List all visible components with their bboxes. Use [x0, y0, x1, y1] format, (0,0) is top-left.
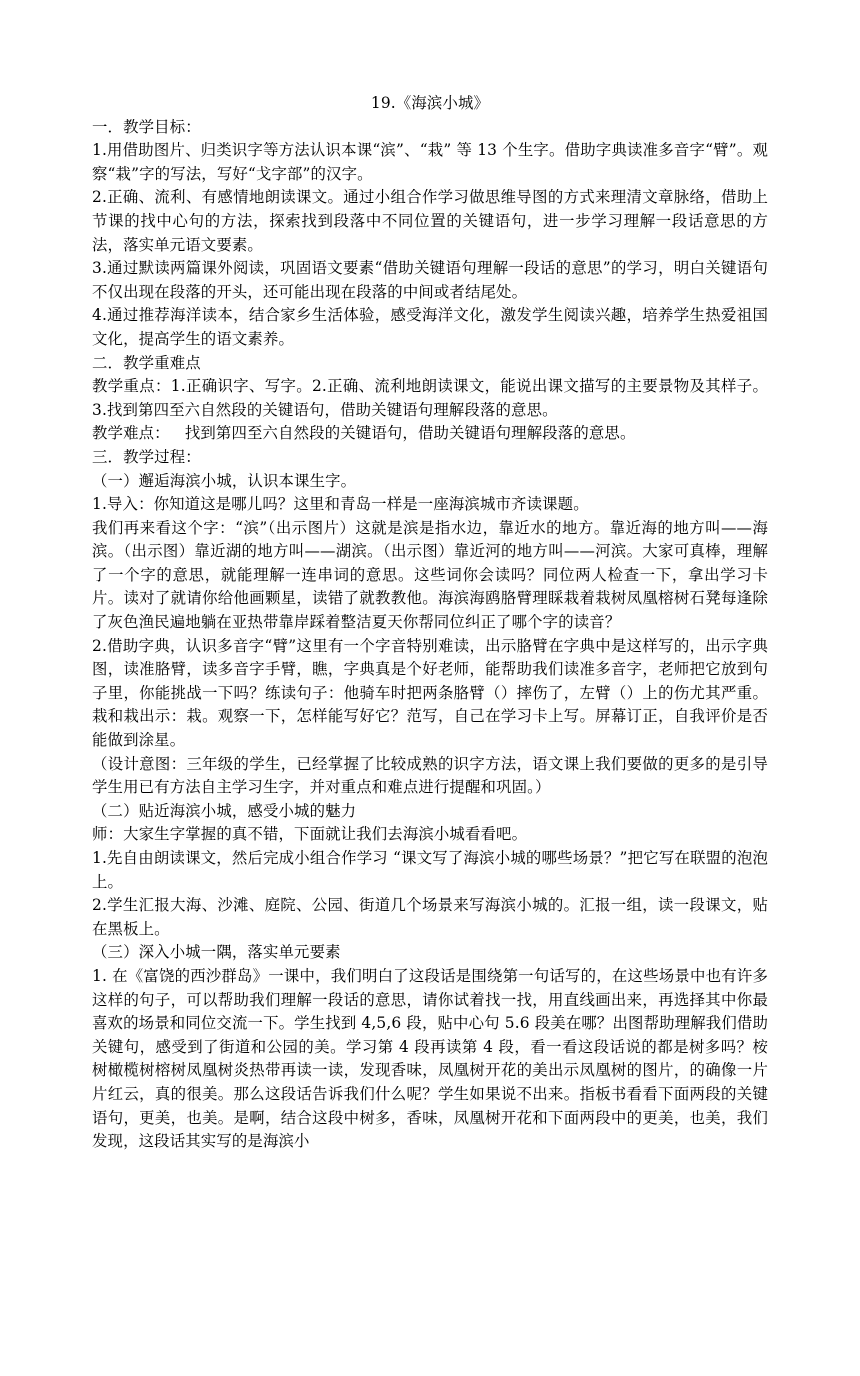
- difficult-points: 教学难点： 找到第四至六自然段的关键语句，借助关键语句理解段落的意思。: [92, 424, 636, 443]
- section-1-body: 我们再来看这个字：“滨”（出示图片）这就是滨是指水边，靠近水的地方。靠近海的地方叫——海滨。（出示图）靠近湖的地方叫——湖滨。（出示图）靠近河的地方叫——河滨。大家可真棒，理解了一个字的意思，就能理解一连串词的意思。这些词你会读吗？同位两人检查一下，拿出学习卡片。读对了就请你给他画颗星，读错了就教教他。海滨海鸥胳臂理睬栽着栽树凤凰榕树石凳每逢除了灰色渔民遍地躺在亚热带靠岸踩着整洁夏天你帮同位纠正了哪个字的读音？: [92, 518, 768, 632]
- document-title: 19.《海滨小城》: [370, 94, 490, 112]
- section-2-step-1: 1.先自由朗读课文，然后完成小组合作学习 “课文写了海滨小城的哪些场景？”把它写在联盟的泡泡上。: [92, 849, 768, 891]
- section-1-dictionary: 2.借助字典，认识多音字“臂”这里有一个字音特别难读，出示胳臂在字典中是这样写的，出示字典图，读准胳臂，读多音字手臂，瞧，字典真是个好老师，能帮助我们读准多音字，老师把它放到句子里，你能挑战一下吗？练读句子：他骑车时把两条胳臂（）摔伤了，左臂（）上的伤尤其严重。栽和栽出示：栽。观察一下，怎样能写好它？范写，自己在学习卡上写。屏幕订正，自我评价是否能做到涂星。: [92, 636, 768, 750]
- section-1-intro: 1.导入：你知道这是哪儿吗？这里和青岛一样是一座海滨城市齐读课题。: [92, 495, 589, 514]
- section-2-teacher: 师：大家生字掌握的真不错，下面就让我们去海滨小城看看吧。: [92, 825, 528, 844]
- section-3-step-1: 1. 在《富饶的西沙群岛》一课中，我们明白了这段话是围绕第一句话写的，在这些场景中也有许多这样的句子，可以帮助我们理解一段话的意思，请你试着找一找，用直线画出来，再选择其中你最喜欢的场景和同位交流一下。学生找到 4,5,6 段，贴中心句 5.6 段美在哪？出图帮助理解我们借助关键句，感受到了街道和公园的美。学习第 4 段再读第 4 段，看一看这段话说的都是树多吗？桉树橄榄树榕树凤凰树炎热带再读一读，发现香味，凤凰树开花的美出示凤凰树的图片，的确像一片片红云，真的很美。那么这段话告诉我们什么呢？学生如果说不出来。指板书看看下面两段的关键语句，更美，也美。是啊，结合这段中树多，香味，凤凰树开花和下面两段中的更美，也美，我们发现，这段话其实写的是海滨小: [92, 966, 768, 1151]
- objective-2: 2.正确、流利、有感情地朗读课文。通过小组合作学习做思维导图的方式来理清文章脉络，借助上节课的找中心句的方法，探索找到段落中不同位置的关键语句，进一步学习理解一段话意思的方法，落实单元语文要素。: [92, 188, 768, 254]
- objective-1: 1.用借助图片、归类识字等方法认识本课“滨”、“栽” 等 13 个生字。借助字典读准多音字“臂”。观察“栽”字的写法，写好“戈字部”的汉字。: [92, 141, 768, 183]
- design-intent: （设计意图：三年级的学生，已经掌握了比较成熟的识字方法，语文课上我们要做的更多的是引导学生用已有方法自主学习生字，并对重点和难点进行提醒和巩固。）: [92, 754, 768, 797]
- heading-key-points: 二．教学重难点: [92, 353, 201, 372]
- section-3-heading: （三）深入小城一隅，落实单元要素: [92, 943, 341, 962]
- heading-objectives: 一．教学目标：: [92, 117, 201, 136]
- objective-4: 4.通过推荐海洋读本，结合家乡生活体验，感受海洋文化，激发学生阅读兴趣，培养学生热爱祖国文化，提高学生的语文素养。: [92, 306, 768, 348]
- section-2-heading: （二）贴近海滨小城，感受小城的魅力: [92, 801, 357, 820]
- key-points: 教学重点：1.正确识字、写字。2.正确、流利地朗读课文，能说出课文描写的主要景物及其样子。3.找到第四至六自然段的关键语句，借助关键语句理解段落的意思。: [92, 377, 768, 419]
- objective-3: 3.通过默读两篇课外阅读，巩固语文要素“借助关键语句理解一段话的意思”的学习，明白关键语句不仅出现在段落的开头，还可能出现在段落的中间或者结尾处。: [92, 259, 768, 301]
- heading-process: 三．教学过程：: [92, 447, 201, 466]
- section-1-heading: （一）邂逅海滨小城，认识本课生字。: [92, 471, 357, 490]
- document-body: [92, 92, 768, 1154]
- section-2-step-2: 2.学生汇报大海、沙滩、庭院、公园、街道几个场景来写海滨小城的。汇报一组，读一段课文，贴在黑板上。: [92, 896, 768, 938]
